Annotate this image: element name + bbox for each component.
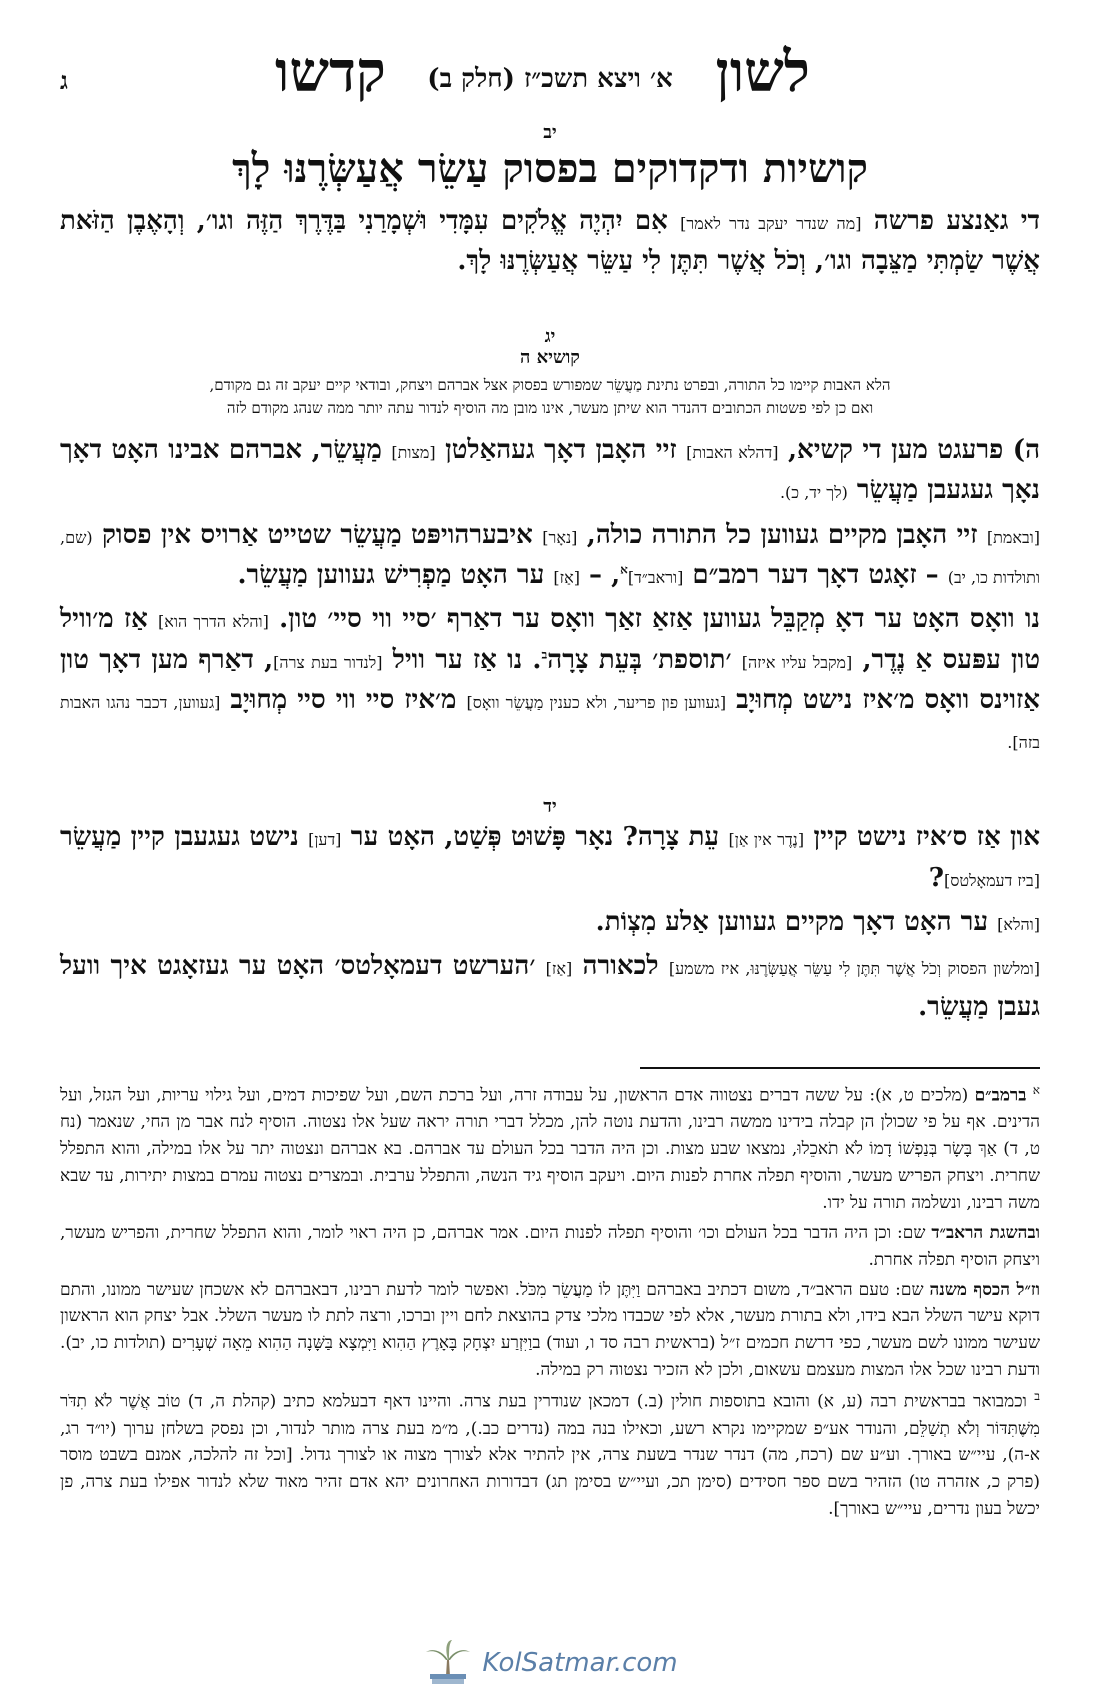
- bracket-note: [נאָר]: [542, 527, 578, 547]
- text: זיי האָבן דאָך געהאַלטן: [435, 435, 687, 466]
- bracket-note: [והלא]: [997, 915, 1040, 935]
- footnote-divider: [640, 1067, 1040, 1069]
- bracket-note: [געווען פון פריער, ולא כענין מַעֲשֵׂר וואָס]: [466, 692, 727, 712]
- footnote-head: ברמב״ם: [974, 1085, 1027, 1106]
- bracket-note: [אַז]: [553, 567, 580, 587]
- paragraph: [60, 515, 1040, 596]
- footnote-mark: א: [1032, 1082, 1040, 1097]
- text: ה) פרעגט מען די קשיא,: [778, 435, 1041, 466]
- bracket-note: [לנדור בעת צרה]: [273, 652, 383, 672]
- paragraph: [60, 430, 1040, 511]
- text: זיי האָבן מקיים געווען כל התורה כולה,: [577, 519, 987, 550]
- bracket-note: [מקבל עליו איזה]: [741, 652, 853, 672]
- question-summary: [60, 374, 1040, 421]
- text: מַעֲשֵׂר, אברהם אבינו האָט דאָך נאָך געגעבן מַעֲשֵׂר: [60, 435, 1040, 506]
- paragraph: [60, 599, 1040, 760]
- bracket-note: [מצות]: [391, 443, 436, 463]
- footnote-a-kesef: [60, 1277, 1040, 1384]
- question-subtitle: קושיא ה: [520, 346, 580, 368]
- logo-brand: KolSatmar: [482, 1648, 614, 1678]
- footnote-head: וז״ל הכסף משנה: [929, 1279, 1040, 1300]
- text: און אַז ס׳איז נישט קיין: [804, 822, 1041, 853]
- section-12-body: [60, 201, 1040, 282]
- bracket-note: [והלא הדרך הוא]: [158, 612, 269, 632]
- header-parsha: א׳ ויצא תשכ״ז (חלק ב): [427, 64, 673, 94]
- source-ref: (לך יד, כ).: [779, 483, 848, 503]
- footnote-a-raavad: [60, 1220, 1040, 1274]
- bracket-note: [ביז דעמאָלטס]: [943, 870, 1040, 890]
- text: – זאָגט דאָך דער רמב״ם: [683, 559, 948, 590]
- text: ?: [928, 862, 944, 893]
- footnote-text: שם: וכן היה הדבר בכל העולם וכו׳ והוסיף תפלה לפנות היום. אמר אברהם, כן היה ראוי לומר, והוא התפלל שחרית, והפריש מעשר, ויצחק הוסיף תפלה אחרת.: [60, 1222, 1040, 1270]
- bracket-note: [געווען, דכבר נהגו האבות בזה].: [60, 692, 1040, 753]
- bracket-note: [דהלא האבות]: [686, 443, 779, 463]
- footnote-b: [60, 1387, 1040, 1523]
- paragraph: [60, 201, 1040, 282]
- bracket-note: [דען]: [308, 830, 342, 850]
- section-13-body: [60, 430, 1040, 760]
- bracket-note: [מה שנדר יעקב נדר לאמר]: [680, 214, 862, 233]
- bracket-note: [אַז]: [545, 959, 573, 979]
- footnote-head: ובהשגת הראב״ד: [931, 1222, 1040, 1243]
- footnote-text: (מלכים ט, א): על ששה דברים נצטווה אדם הראשון, על עבודה זרה, ועל ברכת השם, ועל שפיכות דמים, ועל גילוי עריות, ועל הגזל, ועל הדינים. אף על פי שכולן הן קבלה בידינו ממשה רבינו, והדעת נוטה להן, מכלל דברי תורה יראה שעל אלו נצטוה. הוסיף לנח אבר מן החי, שנאמר (נח ט, ד) אַךְ בָּשָׂר בְּנַפְשׁוֹ דָמוֹ לֹא תֹאכֵלוּ, נמצאו שבע מצות. וכן היה הדבר בכל העולם עד אברהם. בא אברהם ונצטוה יתר על אלו במילה, והוא התפלל שחרית. ויצחק הפריש מעשר, והוסיף תפלה אחרת לפנות היום. ויעקב הוסיף גיד הנשה, והתפלל ערבית. ובמצרים נצטוה עמרם במצות יתירות, עד שבא משה רבינו, ונשלמה תורה על ידו.: [60, 1085, 1040, 1214]
- bracket-note: [וראב״ד]: [627, 567, 684, 587]
- bracket-note: [נֶדֶר אין אַן]: [728, 830, 805, 850]
- section-number-13: יג: [544, 325, 556, 347]
- running-head: [60, 0, 1040, 120]
- bracket-note: [ומלשון הפסוק וְכֹל אֲשֶׁר תִּתֶּן לִי עַשֵּׂר אֲעַשְּׂרֶנּוּ, איז משמע]: [668, 959, 1041, 979]
- text: ער האָט דאָך מקיים געווען אַלע מִצְוֹת.: [595, 907, 998, 938]
- text: . נו אַז ער וויל: [382, 644, 542, 675]
- paragraph: [60, 817, 1040, 898]
- text: ׳תוספת׳ בְּעֵת צָרָה: [547, 644, 742, 675]
- question-line: הלא האבות קיימו כל התורה, ובפרט נתינת מַעֲשֵׂר שמפורש בפסוק אצל אברהם ויצחק, ובודאי קיים יעקב זה גם מקודם,: [209, 375, 891, 394]
- text: נו וואָס האָט ער דאָ מְקַבֵּל געווען אַזאַ זאַך וואָס ער דאַרף ׳סיי ווי סיי׳ טון.: [268, 604, 1040, 635]
- section-14-body: [60, 817, 1040, 1026]
- text: די גאַנצע פרשה: [861, 206, 1041, 236]
- section-number-12: יב: [543, 122, 557, 143]
- footnote-ref[interactable]: ב: [541, 646, 548, 661]
- text: , –: [579, 559, 621, 590]
- text: אַז מ׳וויל טון עפּעס אַ נֶדֶר,: [60, 604, 1041, 675]
- question-line: ואם כן לפי פשטות הכתובים דהנדר הוא שיתן מעשר, אינו מובן מה הוסיף לנדור עתה יותר ממה שנהג מקודם לזה: [226, 398, 874, 417]
- footnote-a: [60, 1081, 1040, 1217]
- paragraph: [60, 946, 1040, 1027]
- text: נישט געגעבן קיין מַעֲשֵׂר: [60, 822, 309, 853]
- section-number-14: יד: [543, 796, 557, 818]
- text: , דאַרף מען דאָך טון אַזוינס וואָס מ׳איז נישט מְחוּיָב: [60, 644, 1040, 715]
- source-ref: (שם, ותולדות כו, יב): [60, 527, 1040, 587]
- footnote-mark: ב: [1034, 1389, 1040, 1404]
- paragraph: [60, 902, 1040, 942]
- text: מ׳איז סיי ווי סיי מְחוּיָב: [220, 684, 467, 715]
- site-logo[interactable]: [0, 1638, 1100, 1688]
- bracket-note: [ובאמת]: [986, 527, 1040, 547]
- header-left-word: לשון: [715, 39, 810, 105]
- page-number: ג: [60, 66, 68, 95]
- header-right-word: קדשו: [275, 39, 386, 105]
- footnote-text: וכמבואר בבראשית רבה (ע, א) והובא בתוספות חולין (ב.) דמכאן שנודרין בעת צרה. והיינו דאף דבעלמא כתיב (קהלת ה, ד) טוֹב אֲשֶׁר לֹא תִדֹּר מִשֶּׁתִּדּוֹר וְלֹא תְשַׁלֵּם, והנודר אע״פ שמקיימו נקרא רשע, וכאילו בנה במה (נדרים כב.), מ״מ בעת צרה מותר לנדור, וכן נפסק בשלחן ערוך (יו״ד רג, א-ה), עיי״ש באורך. וע״ע שם (רכח, מה) דנדר שנדר בשעת צרה, אין להתיר אלא לצורך מצוה או לצורך גדול. [וכל זה להלכה, אמנם בשבט מוסר (פרק כ, אזהרה טו) הזהיר בשם ספר חסידים (סימן תכ, ועיי״ש בסימן תג) דבדורות האחרונים יהא אדם זהיר מאוד שלא לנדור אפילו בעת צרה, פן יכשל בעון נדרים, עיי״ש באורך].: [60, 1391, 1040, 1520]
- logo-text: [482, 1648, 677, 1678]
- footnote-ref[interactable]: א: [620, 562, 628, 577]
- text: עֵת צָרָה? נאָר פָּשׁוּט פְּשַׁט, האָט ער: [341, 822, 729, 853]
- text: לכאורה: [572, 951, 669, 982]
- text: איבערהויפּט מַעֲשֵׂר שטייט אַרויס אין פסוק: [92, 519, 543, 550]
- footnotes: [60, 1081, 1040, 1523]
- palm-tree-books-icon: [422, 1638, 474, 1688]
- footnote-text: שם: טעם הראב״ד, משום דכתיב באברהם וַיִּתֶּן לוֹ מַעֲשֵׂר מִכֹּל. ואפשר לומר לדעת רבינו, דבאברהם לא אשכחן שעישר ממונו, והתם דוקא עישר השלל הבא בידו, ולא בתורת מעשר, אלא לפי שכבדו מלכי צדק בהוצאת לחם ויין וברכו, ורצה לתת לו מעשר השלל. אבל יצחק הוא הראשון שעישר ממונו לשם מעשר, כפי דרשת חכמים ז״ל (בראשית רבה סד ו, ועוד) בוַיִּזְרַע יִצְחָק בָּאָרֶץ הַהִוא וַיִּמְצָא בַּשָּׁנָה הַהִוא מֵאָה שְׁעָרִים (תולדות כו, יב). ודעת רבינו שכל אלו המצות מעצמם עשאום, ולכן לא הזכיר נצטוה רק במילה.: [60, 1279, 1040, 1381]
- text: ער האָט מַפְרִישׁ געווען מַעֲשֵׂר.: [237, 559, 554, 590]
- section-title: קושיות ודקדוקים בפסוק עַשֵׂר אֲעַשְּׂרֶנּוּ לָךְ: [232, 145, 868, 192]
- text: ׳הערשט דעמאָלטס׳ האָט ער געזאָגט איך וועל געבן מַעֲשֵׂר.: [60, 951, 1040, 1022]
- logo-suffix: .com: [613, 1648, 678, 1678]
- text: אִם יִהְיֶה אֱלֹקִים עִמָּדִי וּשְׁמָרַנִי בַּדֶּרֶךְ הַזֶּה וגו׳, וְהָאֶבֶן הַזֹּאת אֲשֶׁר שַׂמְתִּי מַצֵּבָה וגו׳, וְכֹל אֲשֶׁר תִּתֶּן לִי עַשֵּׂר אֲעַשְּׂרֶנּוּ לָךְ.: [60, 206, 1040, 277]
